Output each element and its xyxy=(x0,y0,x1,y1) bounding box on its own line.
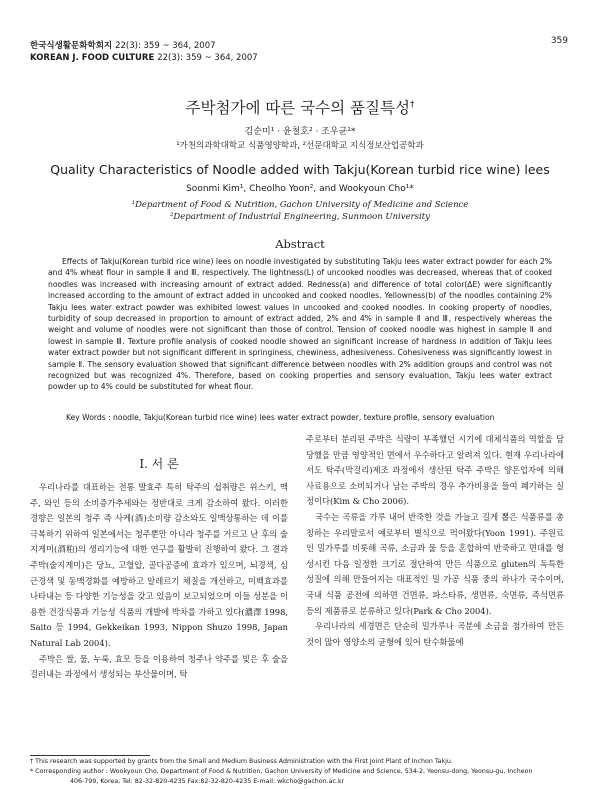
title-korean xyxy=(0,96,600,118)
journal-ref-en: 22(3): 359 ~ 364, 2007 xyxy=(157,53,258,63)
abstract-text: Effects of Takju(Korean turbid rice wine) lees on noodle investigated by substituting Takju lees water extract powder for each 2% and 4% wheat flour in sample Ⅱ and Ⅲ, respectively. The lightness(L) of uncooked noodles was decreased, whereas that of cooked noodles was increased with increasing amount of extract added. Redness(a) and difference of total color(ΔE) were significantly increased according to the amount of extract added in uncooked and cooked noodles. Yellowness(b) of the noodles containing 2% Takju lees water extract powder was exhibited lowest values in uncooked and cooked noodles. In cooking property of noodles, turbidity of soup decreased in proportion to amount of extract added, 2% and 4% in sample Ⅱ and Ⅲ, respectively whereas the weight and volume of noodles were not significant than those of control. Tension of cooked noodle was highest in sample Ⅱ and lowest in sample Ⅲ. Texture profile analysis of cooked noodle showed an significant increase of hardness in addition of Takju lees water extract powder but not significant different in springiness, chewiness, adhesiveness. Cohesiveness was significantly lowest in sample Ⅱ. The sensory evaluation showed that significant difference between noodles with 2% addition groups and control was not recognized but was recognized 4%. Therefore, based on cooking properties and sensory evaluation, Takju lees water extract powder up to 4% could be substituted for wheat flour. xyxy=(48,257,552,392)
footnote-corresponding-author: * Corresponding author : Wookyoun Cho, Department of Food & Nutrition, Gachon University of Medicine and Science, 534-2, Yeonsu-dong, Yeonsu-gu, Incheon xyxy=(30,768,533,775)
paragraph: 주박은 쌀, 물, 누룩, 효모 등을 이용하여 청주나 약주를 빚은 후 술을 걸러내는 과정에서 생성되는 부산물이며, 탁 xyxy=(30,653,288,680)
footnote-contact: 406-799, Korea, Tel: 82-32-820-4235 Fax:82-32-820-4235 E-mail: wkcho@gachon.ac.kr xyxy=(70,778,345,785)
journal-line-en xyxy=(30,52,258,64)
journal-name-en: KOREAN J. FOOD CULTURE xyxy=(30,53,155,63)
keywords: Key Words : noodle, Takju(Korean turbid rice wine) lees water extract powder, texture profile, sensory evaluation xyxy=(66,413,495,422)
paragraph: 우리나라를 대표하는 전통 발효주 특히 탁주의 섭취량은 위스키, 맥주, 와인 등의 소비증가추세와는 정반대로 크게 감소하여 왔다. 이러한 경향은 일본의 청주 즉 사케(酒)소비량 감소와도 일맥상통하는 데 이를 극복하기 위하여 일본에서는 청주뿐만 아니라 청주를 거르고 난 후의 술지게미(酒粕)의 생리기능에 대한 연구를 활발히 진행하여 왔다. 그 결과 주박(술지게미)은 당뇨, 고혈압, 골다공증에 효과가 있으며, 뇌경색, 심근경색 및 동맥경화를 예방하고 알레르기 체질을 개선하고, 미백효과를 나타내는 등 다양한 기능성을 갖고 있음이 보고되었으며 이들 성분을 이용한 건강식품과 기능성 식품의 개발에 박차를 가하고 있다(濃澤 1998, Saito 등 1994, Gekkeikan 1993, Nippon Shuzo 1998, Japan Natural Lab 2004). xyxy=(30,482,288,648)
affiliation-korean: ¹가천의과학대학교 식품영양학과, ²선문대학교 지식정보산업공학과 xyxy=(176,141,424,151)
body-column-right xyxy=(306,432,564,650)
footnotes xyxy=(30,757,570,787)
section-heading-introduction: Ⅰ. 서 론 xyxy=(139,457,179,471)
title-footnote-mark: † xyxy=(409,99,415,110)
journal-header xyxy=(30,40,258,64)
paragraph: 주로부터 분리된 주박은 식량이 부족했던 시기에 대체식품의 역할을 담당했을 만큼 영양적인 면에서 우수하다고 알려져 있다. 현재 우리나라에서도 탁주(막걸리)제조 과정에서 생산된 탁주 주박은 양돈업자에 의해 사료용으로 소비되거나 남는 주박의 경우 추가비용을 들여 폐기하는 실정이다(Kim & Cho 2006). xyxy=(306,434,564,507)
journal-ref-ko: 22(3): 359 ~ 364, 2007 xyxy=(115,41,216,51)
paragraph: 국수는 곡류을 가루 내어 반죽한 것을 가늘고 길게 뽑은 식품류를 총칭하는 우리말로서 예로부터 별식으로 먹어왔다(Yoon 1991). 주원료인 밀가루를 비롯해 곡류, 소금과 물 등을 혼합하여 반죽하고 면대를 형성시킨 다음 일정한 크기로 절단하여 만든 식품으로 gluten의 독특한 성질에 의해 만들어지는 대표적인 밀 가공 식품 중의 하나가 국수이며, 국내 식품 공전에 의하면 건면류, 파스타류, 생면류, 숙면류, 즉석면류 등의 제품류로 분류하고 있다(Park & Cho 2004). xyxy=(306,511,564,616)
title-korean-text: 주박첨가에 따른 국수의 품질특성 xyxy=(185,99,410,117)
authors-english: Soonmi Kim¹, Cheolho Yoon², and Wookyoun Cho¹* xyxy=(186,184,414,194)
body-column-left xyxy=(30,480,288,683)
footnote-funding: † This research was supported by grants from the Small and Medium Business Administration with the First Joint Plant of Inchon Takju. xyxy=(30,758,453,765)
abstract-heading: Abstract xyxy=(275,237,325,251)
journal-line-ko xyxy=(30,40,258,52)
affiliation-english-1: ¹Department of Food & Nutrition, Gachon University of Medicine and Science xyxy=(131,200,469,210)
title-english: Quality Characteristics of Noodle added with Takju(Korean turbid rice wine) lees xyxy=(50,162,550,177)
page-number: 359 xyxy=(550,36,568,46)
paragraph: 우리나라의 세경면은 단순히 밀가루나 곡분에 소금을 첨가하여 만든 것이 많아 영양소의 균형에 있어 탄수화물에 xyxy=(306,621,564,647)
journal-name-ko: 한국식생활문화학회지 xyxy=(30,41,113,51)
abstract-body xyxy=(48,256,552,393)
footnote-divider xyxy=(30,755,150,756)
authors-korean: 김순미¹ · 윤철호² · 조우균¹* xyxy=(244,127,356,137)
affiliation-english-2: ²Department of Industrial Engineering, Sunmoon University xyxy=(170,212,430,222)
